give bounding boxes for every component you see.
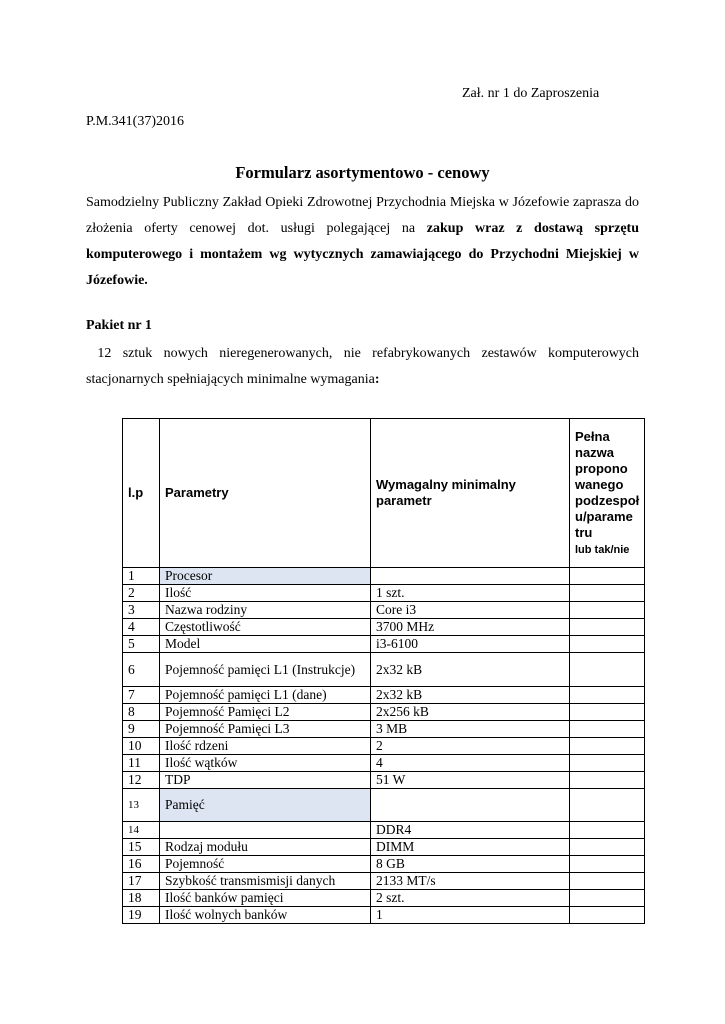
row-parameter: Ilość rdzeni	[160, 738, 371, 755]
row-number: 2	[123, 585, 160, 602]
row-offered-value[interactable]	[570, 687, 645, 704]
row-required-value: DDR4	[371, 822, 570, 839]
row-required-value: 1 szt.	[371, 585, 570, 602]
table-row	[123, 822, 645, 839]
row-parameter: Szybkość transmismisji danych	[160, 873, 371, 890]
intro-paragraph	[86, 190, 639, 294]
table-row	[123, 568, 645, 585]
package-description-text: 12 sztuk nowych nieregenerowanych, nie refabrykowanych zestawów komputerowych stacjonarnych spełniających minimalne wymagania	[86, 346, 640, 387]
row-offered-value[interactable]	[570, 822, 645, 839]
row-offered-value[interactable]	[570, 738, 645, 755]
row-offered-value[interactable]	[570, 568, 645, 585]
row-number: 18	[123, 890, 160, 907]
row-parameter: Pojemność	[160, 856, 371, 873]
table-row	[123, 789, 645, 822]
row-offered-value[interactable]	[570, 602, 645, 619]
row-required-value: 1	[371, 907, 570, 924]
row-parameter	[160, 822, 371, 839]
row-required-value	[371, 568, 570, 585]
spec-table	[122, 418, 645, 924]
table-row	[123, 687, 645, 704]
row-offered-value[interactable]	[570, 721, 645, 738]
document-title: Formularz asortymentowo - cenowy	[235, 163, 490, 182]
row-number: 17	[123, 873, 160, 890]
row-number: 19	[123, 907, 160, 924]
row-required-value: 4	[371, 755, 570, 772]
row-offered-value[interactable]	[570, 789, 645, 822]
row-parameter: TDP	[160, 772, 371, 789]
reference-number: P.M.341(37)2016	[86, 114, 185, 129]
row-required-value: 2x32 kB	[371, 687, 570, 704]
package-label: Pakiet nr 1	[86, 318, 152, 333]
header-parameters: Parametry	[160, 419, 371, 568]
table-row	[123, 907, 645, 924]
row-number: 11	[123, 755, 160, 772]
row-offered-value[interactable]	[570, 856, 645, 873]
table-row	[123, 755, 645, 772]
table-row	[123, 636, 645, 653]
header-lp: l.p	[123, 419, 160, 568]
table-header-row	[123, 419, 645, 568]
table-row	[123, 704, 645, 721]
row-offered-value[interactable]	[570, 907, 645, 924]
row-offered-value[interactable]	[570, 585, 645, 602]
table-row	[123, 839, 645, 856]
table-row	[123, 873, 645, 890]
row-required-value: 2x256 kB	[371, 704, 570, 721]
row-required-value: Core i3	[371, 602, 570, 619]
row-offered-value[interactable]	[570, 873, 645, 890]
table-row	[123, 738, 645, 755]
row-parameter: Pojemność pamięci L1 (Instrukcje)	[160, 653, 371, 687]
row-number: 13	[123, 789, 160, 822]
row-required-value: 2	[371, 738, 570, 755]
row-parameter: Procesor	[160, 568, 371, 585]
header-full-name	[570, 419, 645, 568]
row-offered-value[interactable]	[570, 704, 645, 721]
row-required-value: 51 W	[371, 772, 570, 789]
row-parameter: Ilość	[160, 585, 371, 602]
header-full-name-text: Pełna nazwa propono wanego podzespoł u/parame tru	[575, 428, 640, 540]
row-parameter: Ilość wolnych banków	[160, 907, 371, 924]
row-parameter: Pojemność Pamięci L3	[160, 721, 371, 738]
table-row	[123, 721, 645, 738]
attachment-label: Zał. nr 1 do Zaproszenia	[462, 86, 600, 101]
row-parameter: Pamięć	[160, 789, 371, 822]
row-number: 15	[123, 839, 160, 856]
row-parameter: Pojemność pamięci L1 (dane)	[160, 687, 371, 704]
row-number: 14	[123, 822, 160, 839]
row-number: 6	[123, 653, 160, 687]
package-description	[86, 341, 639, 393]
row-parameter: Rodzaj modułu	[160, 839, 371, 856]
table-row	[123, 619, 645, 636]
row-parameter: Ilość banków pamięci	[160, 890, 371, 907]
row-parameter: Pojemność Pamięci L2	[160, 704, 371, 721]
table-row	[123, 856, 645, 873]
row-offered-value[interactable]	[570, 653, 645, 687]
row-parameter: Nazwa rodziny	[160, 602, 371, 619]
row-required-value: 8 GB	[371, 856, 570, 873]
row-number: 9	[123, 721, 160, 738]
row-required-value: 3 MB	[371, 721, 570, 738]
row-required-value: i3-6100	[371, 636, 570, 653]
table-row	[123, 890, 645, 907]
row-offered-value[interactable]	[570, 772, 645, 789]
row-required-value: 2 szt.	[371, 890, 570, 907]
row-number: 8	[123, 704, 160, 721]
header-required-parameter: Wymagalny minimalny parametr	[371, 419, 570, 568]
package-description-colon: :	[374, 372, 380, 387]
row-number: 7	[123, 687, 160, 704]
table-row	[123, 585, 645, 602]
table-row	[123, 772, 645, 789]
row-number: 5	[123, 636, 160, 653]
row-offered-value[interactable]	[570, 890, 645, 907]
row-offered-value[interactable]	[570, 619, 645, 636]
row-number: 12	[123, 772, 160, 789]
row-number: 10	[123, 738, 160, 755]
intro-bold: zakup wraz z dostawą sprzętu komputerowego i montażem wg wytycznych zamawiającego do Przychodni Miejskiej w Józefowie.	[86, 221, 640, 288]
row-number: 1	[123, 568, 160, 585]
row-number: 4	[123, 619, 160, 636]
row-parameter: Model	[160, 636, 371, 653]
table-row	[123, 602, 645, 619]
row-offered-value[interactable]	[570, 839, 645, 856]
row-number: 16	[123, 856, 160, 873]
row-required-value: DIMM	[371, 839, 570, 856]
intro-plain: Samodzielny Publiczny Zakład Opieki Zdrowotnej Przychodnia Miejska w Józefowie zaprasza do złożenia oferty cenowej dot. usługi polegającej na	[86, 195, 639, 236]
row-required-value	[371, 789, 570, 822]
row-offered-value[interactable]	[570, 755, 645, 772]
row-required-value: 2x32 kB	[371, 653, 570, 687]
row-parameter: Częstotliwość	[160, 619, 371, 636]
row-parameter: Ilość wątków	[160, 755, 371, 772]
row-number: 3	[123, 602, 160, 619]
table-row	[123, 653, 645, 687]
row-offered-value[interactable]	[570, 636, 645, 653]
row-required-value: 3700 MHz	[371, 619, 570, 636]
row-required-value: 2133 MT/s	[371, 873, 570, 890]
header-full-name-tail: lub tak/nie	[575, 543, 630, 556]
